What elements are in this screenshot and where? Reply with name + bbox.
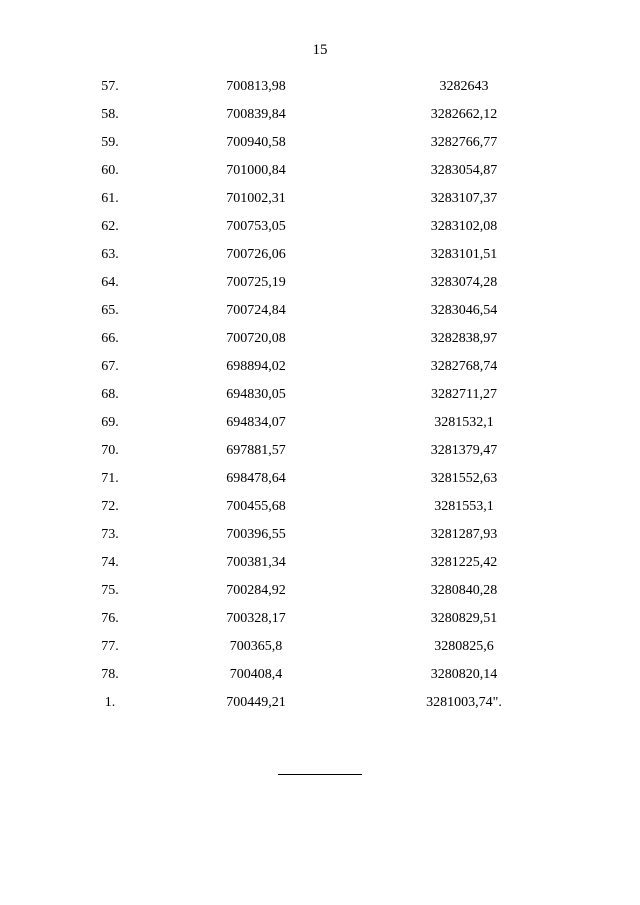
coordinate-y: 3280840,28 <box>430 583 498 598</box>
coordinate-x: 700396,55 <box>226 527 286 542</box>
point-number: 63. <box>101 247 119 262</box>
coordinate-x: 698478,64 <box>226 471 286 486</box>
coordinate-x: 698894,02 <box>226 359 286 374</box>
table-row <box>0 549 640 577</box>
coordinate-x: 700725,19 <box>226 275 286 290</box>
point-number: 70. <box>101 443 119 458</box>
coordinate-x: 700839,84 <box>226 107 286 122</box>
coordinate-y: 3283074,28 <box>430 275 498 290</box>
table-row <box>0 213 640 241</box>
coordinate-x: 701000,84 <box>226 163 286 178</box>
coordinate-x: 700753,05 <box>226 219 286 234</box>
point-number: 66. <box>101 331 119 346</box>
coordinate-x: 700813,98 <box>226 79 286 94</box>
table-row <box>0 353 640 381</box>
coordinate-x: 700455,68 <box>226 499 286 514</box>
coordinate-y: 3283101,51 <box>430 247 498 262</box>
point-number: 73. <box>101 527 119 542</box>
table-row <box>0 241 640 269</box>
point-number: 75. <box>101 583 119 598</box>
table-row <box>0 437 640 465</box>
coordinate-y: 3282766,77 <box>430 135 498 150</box>
coordinate-y: 3280820,14 <box>430 667 498 682</box>
coordinate-y: 3283102,08 <box>430 219 498 234</box>
coordinate-y: 3281552,63 <box>430 471 498 486</box>
coordinate-x: 700724,84 <box>226 303 286 318</box>
point-number: 58. <box>101 107 119 122</box>
coordinate-y: 3283054,87 <box>430 163 498 178</box>
table-row <box>0 325 640 353</box>
coordinate-x: 700720,08 <box>226 331 286 346</box>
point-number: 57. <box>101 79 119 94</box>
point-number: 76. <box>101 611 119 626</box>
point-number: 67. <box>101 359 119 374</box>
coordinate-x: 700284,92 <box>226 583 286 598</box>
coordinate-x: 701002,31 <box>226 191 286 206</box>
table-row <box>0 269 640 297</box>
point-number: 72. <box>101 499 119 514</box>
coordinate-x: 697881,57 <box>226 443 286 458</box>
table-row <box>0 73 640 101</box>
table-row <box>0 605 640 633</box>
coordinate-y: 3281287,93 <box>430 527 498 542</box>
coordinate-x: 694834,07 <box>226 415 286 430</box>
table-row <box>0 521 640 549</box>
coordinate-y: 3282711,27 <box>431 387 497 402</box>
coordinate-y: 3283107,37 <box>430 191 498 206</box>
coordinate-x: 700408,4 <box>229 667 283 682</box>
point-number: 77. <box>101 639 119 654</box>
table-row <box>0 493 640 521</box>
table-row <box>0 381 640 409</box>
table-row <box>0 297 640 325</box>
end-of-document-line <box>278 774 362 775</box>
coordinate-y: 3282838,97 <box>430 331 498 346</box>
coordinate-x: 700726,06 <box>226 247 286 262</box>
table-row <box>0 689 640 717</box>
coordinate-y: 3281225,42 <box>430 555 498 570</box>
point-number: 64. <box>101 275 119 290</box>
coordinate-y: 3282662,12 <box>430 107 498 122</box>
point-number: 60. <box>101 163 119 178</box>
point-number: 69. <box>101 415 119 430</box>
table-row <box>0 157 640 185</box>
point-number: 1. <box>104 695 116 710</box>
coordinate-y: 3281379,47 <box>430 443 498 458</box>
table-row <box>0 661 640 689</box>
coordinate-y: 3282768,74 <box>430 359 498 374</box>
coordinate-x: 700328,17 <box>226 611 286 626</box>
coordinate-y: 3281553,1 <box>434 499 494 514</box>
point-number: 78. <box>101 667 119 682</box>
table-row <box>0 465 640 493</box>
coordinate-x: 694830,05 <box>226 387 286 402</box>
table-row <box>0 633 640 661</box>
point-number: 74. <box>101 555 119 570</box>
coordinate-x: 700381,34 <box>226 555 286 570</box>
coordinate-x: 700940,58 <box>226 135 286 150</box>
point-number: 61. <box>101 191 119 206</box>
coordinate-y: 3280829,51 <box>430 611 498 626</box>
point-number: 68. <box>101 387 119 402</box>
coordinate-x: 700449,21 <box>226 695 286 710</box>
coordinate-x: 700365,8 <box>229 639 283 654</box>
table-row <box>0 185 640 213</box>
point-number: 62. <box>101 219 119 234</box>
page-number: 15 <box>312 42 328 58</box>
table-row <box>0 101 640 129</box>
coordinate-y: 3281003,74". <box>426 695 502 710</box>
table-row <box>0 577 640 605</box>
coordinate-y: 3283046,54 <box>430 303 498 318</box>
coordinate-y: 3281532,1 <box>434 415 494 430</box>
coordinate-y: 3280825,6 <box>434 639 494 654</box>
point-number: 59. <box>101 135 119 150</box>
coordinates-table <box>0 73 640 717</box>
table-row <box>0 409 640 437</box>
point-number: 65. <box>101 303 119 318</box>
point-number: 71. <box>101 471 119 486</box>
coordinate-y: 3282643 <box>439 79 489 94</box>
table-row <box>0 129 640 157</box>
